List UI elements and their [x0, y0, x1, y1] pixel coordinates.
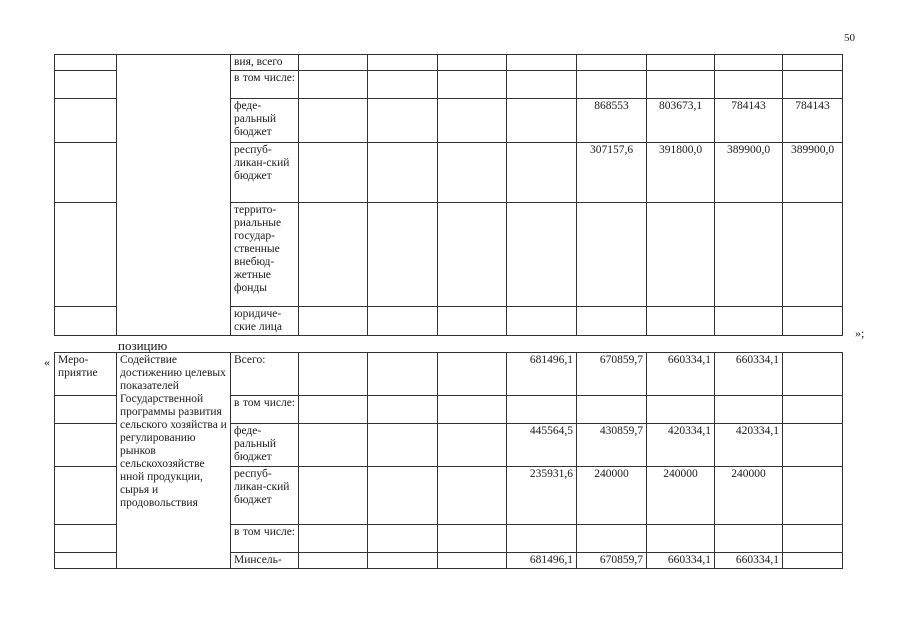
- value-cell: 240000: [577, 467, 647, 525]
- top-budget-table: [54, 54, 843, 336]
- row-label: в том числе:: [231, 71, 299, 99]
- value-cell: 803673,1: [647, 99, 715, 143]
- row-label: вия, всего: [231, 55, 299, 71]
- row-label: в том числе:: [231, 525, 299, 553]
- value-cell: 784143: [783, 99, 843, 143]
- value-cell: 389900,0: [715, 143, 783, 203]
- value-cell: 391800,0: [647, 143, 715, 203]
- value-cell: 307157,6: [577, 143, 647, 203]
- row-label: террито-риальные государ-ственные внебюд-жетные фонды: [231, 203, 299, 307]
- table-cell: [117, 55, 231, 336]
- row-label: респуб-ликан-ский бюджет: [231, 467, 299, 525]
- row-label: феде-ральный бюджет: [231, 424, 299, 467]
- bottom-budget-table: [54, 352, 843, 569]
- row-label: юридиче-ские лица: [231, 307, 299, 336]
- value-cell: 784143: [715, 99, 783, 143]
- value-cell: 660334,1: [715, 553, 783, 569]
- value-cell: 868553: [577, 99, 647, 143]
- position-label: позицию: [118, 338, 168, 353]
- row-label: Всего:: [231, 353, 299, 396]
- value-cell: 420334,1: [647, 424, 715, 467]
- value-cell: 670859,7: [577, 553, 647, 569]
- event-type: Меро-приятие: [55, 353, 117, 396]
- value-cell: 660334,1: [647, 553, 715, 569]
- page-number: 50: [844, 32, 855, 44]
- value-cell: 240000: [715, 467, 783, 525]
- event-description: Содействие достижению целевых показателей Государственной программы развития сельского хозяйства и регулированию рынков сельскохозяйстве нной продукции, сырья и продовольствия: [117, 353, 231, 569]
- row-label: респуб-ликан-ский бюджет: [231, 143, 299, 203]
- row-label: феде-ральный бюджет: [231, 99, 299, 143]
- value-cell: 240000: [647, 467, 715, 525]
- value-cell: 660334,1: [715, 353, 783, 396]
- value-cell: 420334,1: [715, 424, 783, 467]
- value-cell: 660334,1: [647, 353, 715, 396]
- value-cell: 389900,0: [783, 143, 843, 203]
- table-cell: [55, 55, 117, 71]
- row-label: в том числе:: [231, 396, 299, 424]
- value-cell: 670859,7: [577, 353, 647, 396]
- value-cell: 445564,5: [507, 424, 577, 467]
- value-cell: 681496,1: [507, 353, 577, 396]
- value-cell: 681496,1: [507, 553, 577, 569]
- closing-quote: »;: [855, 326, 865, 340]
- value-cell: 430859,7: [577, 424, 647, 467]
- row-label: Минсель-: [231, 553, 299, 569]
- value-cell: 235931,6: [507, 467, 577, 525]
- opening-quote: «: [44, 355, 50, 369]
